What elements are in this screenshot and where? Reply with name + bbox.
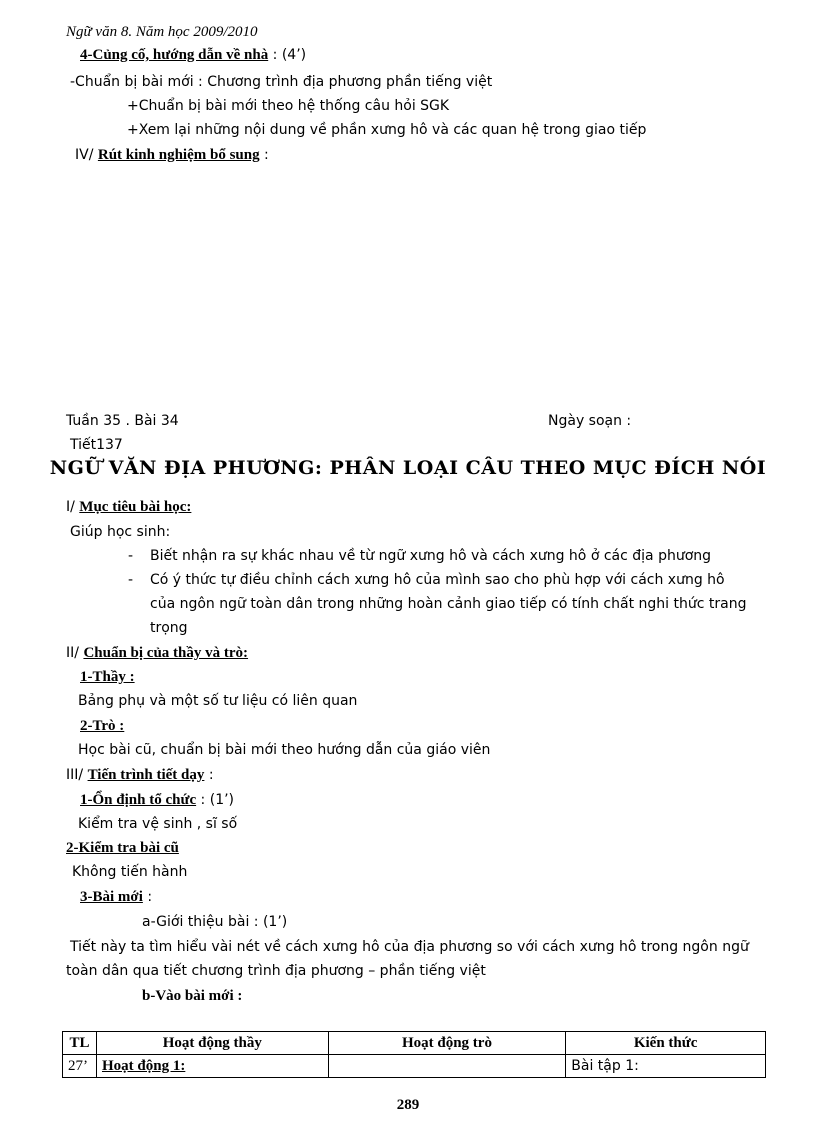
consolidation-title: 4-Củng cố, hướng dẫn về nhà xyxy=(80,47,269,63)
procedure-heading: III/ Tiến trình tiết dạy : xyxy=(66,767,214,783)
cell-knowledge: Bài tập 1: xyxy=(566,1055,766,1078)
step3-heading: 3-Bài mới : xyxy=(80,889,153,905)
objective-2-line2: của ngôn ngữ toàn dân trong những hoàn cảnh giao tiếp có tính chất nghi thức trang xyxy=(150,596,747,612)
period-number: Tiết137 xyxy=(70,437,123,453)
objective-2-line1: Có ý thức tự điều chỉnh cách xưng hô của mình sao cho phù hợp với cách xưng hô xyxy=(150,572,725,588)
week-lesson: Tuần 35 . Bài 34 xyxy=(66,413,179,429)
step2-title: 2-Kiểm tra bài cũ xyxy=(66,840,179,856)
objectives-title: Mục tiêu bài học: xyxy=(79,499,192,515)
enter-lesson-label: b-Vào bài mới : xyxy=(142,988,243,1004)
step1-heading: 1-Ổn định tổ chức : (1’) xyxy=(80,792,235,808)
consolidation-time: : (4’) xyxy=(268,47,307,63)
running-header: Ngữ văn 8. Năm học 2009/2010 xyxy=(66,24,258,40)
intro-label: a-Giới thiệu bài : (1’) xyxy=(142,914,288,930)
bullet-dash: - xyxy=(128,548,134,564)
header-time: TL xyxy=(63,1032,97,1055)
header-knowledge: Kiến thức xyxy=(566,1032,766,1055)
cell-teacher-activity: Hoạt động 1: xyxy=(96,1055,328,1078)
teacher-label: 1-Thầy : xyxy=(80,669,135,685)
review-addressing: +Xem lại những nội dung về phần xưng hô và các quan hệ trong giao tiếp xyxy=(127,122,647,138)
teacher-text: Bảng phụ và một số tư liệu có liên quan xyxy=(78,693,358,709)
table-header-row xyxy=(63,1032,766,1055)
student-label: 2-Trò : xyxy=(80,718,125,734)
date-label: Ngày soạn : xyxy=(548,413,632,429)
preparation-heading: II/ Chuẩn bị của thầy và trò: xyxy=(66,645,249,661)
cell-time: 27’ xyxy=(63,1055,97,1078)
step3-title: 3-Bài mới xyxy=(80,889,143,905)
activity-table xyxy=(62,1031,766,1078)
objectives-intro: Giúp học sinh: xyxy=(70,524,171,540)
cell-student-activity xyxy=(328,1055,566,1078)
intro-line2: toàn dân qua tiết chương trình địa phương – phần tiếng việt xyxy=(66,963,486,979)
step2-text: Không tiến hành xyxy=(72,864,188,880)
header-teacher-activity: Hoạt động thầy xyxy=(96,1032,328,1055)
prep-next-lesson: -Chuẩn bị bài mới : Chương trình địa phương phần tiếng việt xyxy=(70,74,493,90)
procedure-title: Tiến trình tiết dạy xyxy=(87,767,205,783)
table-row xyxy=(63,1055,766,1078)
objectives-heading: I/ Mục tiêu bài học: xyxy=(66,499,192,515)
student-text: Học bài cũ, chuẩn bị bài mới theo hướng dẫn của giáo viên xyxy=(78,742,491,758)
step1-title: 1-Ổn định tổ chức xyxy=(80,792,197,808)
section-iv-title: Rút kinh nghiệm bổ sung xyxy=(97,147,260,163)
page-number: 289 xyxy=(396,1097,420,1113)
bullet-dash: - xyxy=(128,572,134,588)
prep-questions: +Chuẩn bị bài mới theo hệ thống câu hỏi SGK xyxy=(127,98,450,114)
step1-text: Kiểm tra vệ sinh , sĩ số xyxy=(78,816,238,832)
objective-1: Biết nhận ra sự khác nhau về từ ngữ xưng hô và cách xưng hô ở các địa phương xyxy=(150,548,712,564)
objective-2-line3: trọng xyxy=(150,620,188,636)
lesson-title: NGỮ VĂN ĐỊA PHƯƠNG: PHÂN LOẠI CÂU THEO MỤC ĐÍCH NÓI xyxy=(49,457,767,479)
section-iv-heading: IV/ Rút kinh nghiệm bổ sung : xyxy=(75,147,269,163)
consolidation-heading xyxy=(80,46,306,64)
intro-line1: Tiết này ta tìm hiểu vài nét về cách xưng hô của địa phương so với cách xưng hô trong ngôn ngữ xyxy=(70,939,749,955)
preparation-title: Chuẩn bị của thầy và trò: xyxy=(83,645,249,661)
header-student-activity: Hoạt động trò xyxy=(328,1032,566,1055)
